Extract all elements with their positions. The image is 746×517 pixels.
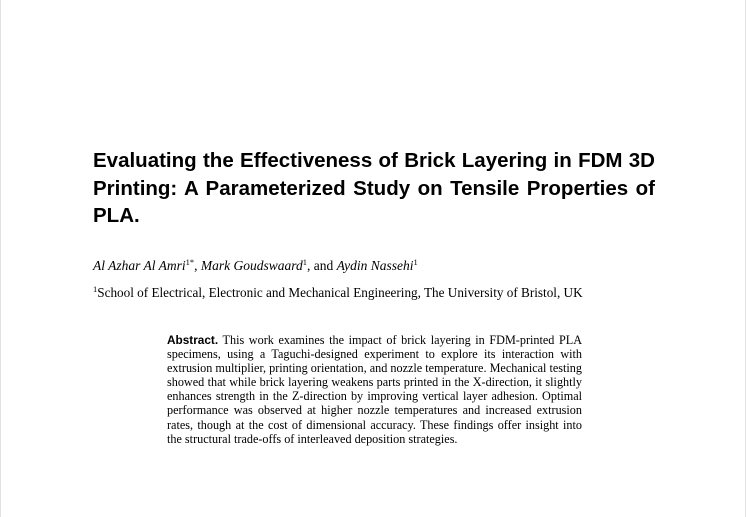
author-affiliation-mark: 1 bbox=[413, 257, 418, 267]
author-separator: , bbox=[194, 258, 201, 273]
abstract-text: This work examines the impact of brick layering in FDM-printed PLA specimens, using a Taguchi-designed experiment to explore its interaction with extrusion multiplier, printing orientation, and nozzle temperature. Mechanical testing showed that while brick layering weakens parts printed in the X-direction, it slightly enhances strength in the Z-direction by improving vertical layer adhesion. Optimal performance was observed at higher nozzle temperatures and increased extrusion rates, though at the cost of dimensional accuracy. These findings offer insight into the structural trade-offs of interleaved deposition strategies. bbox=[167, 333, 582, 446]
author-name: Al Azhar Al Amri bbox=[93, 258, 186, 273]
paper-title: Evaluating the Effectiveness of Brick Layering in FDM 3D Printing: A Parameterized Study on Tensile Properties of PLA. bbox=[93, 149, 655, 227]
author-name: Mark Goudswaard bbox=[200, 258, 303, 273]
abstract bbox=[167, 333, 582, 446]
author-list bbox=[93, 258, 653, 274]
abstract-label: Abstract. bbox=[167, 333, 219, 347]
affiliation-text: School of Electrical, Electronic and Mechanical Engineering, The University of Bristol, UK bbox=[97, 285, 583, 300]
author-name: Aydin Nassehi bbox=[336, 258, 414, 273]
affiliation-mark: 1 bbox=[93, 284, 98, 294]
affiliation bbox=[93, 285, 653, 301]
author-affiliation-mark: 1* bbox=[185, 257, 195, 267]
author-affiliation-mark: 1 bbox=[302, 257, 308, 267]
author-separator: , and bbox=[307, 258, 337, 273]
